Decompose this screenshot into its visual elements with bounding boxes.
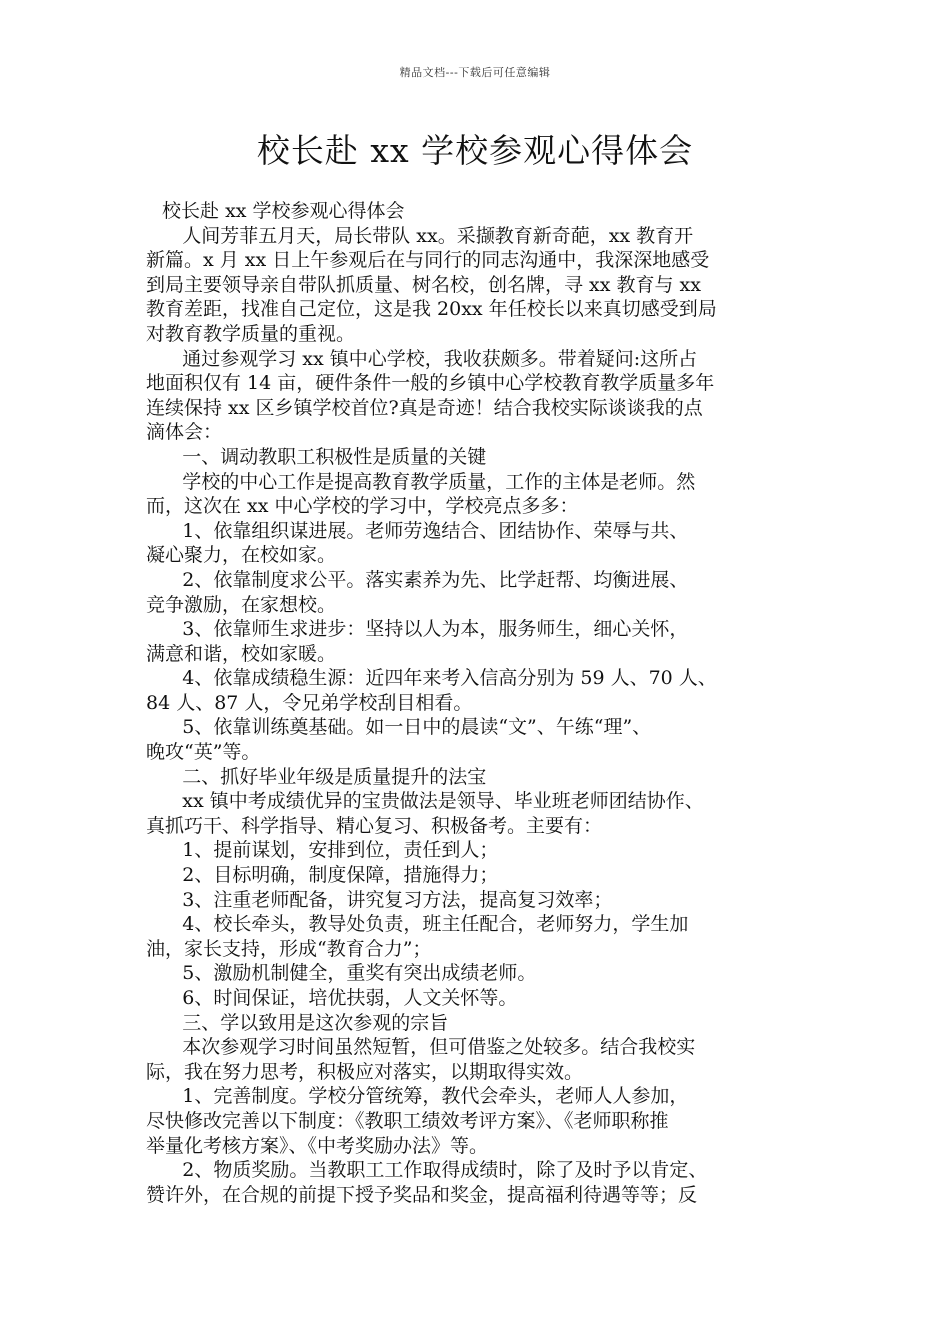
body-text-line: 到局主要领导亲自带队抓质量、树名校，创名牌，寻 xx 教育与 xx [146,273,701,296]
header-note: 精品文档---下载后可任意编辑 [399,66,551,79]
body-text-line: 对教育教学质量的重视。 [146,322,356,345]
body-text-line: 尽快修改完善以下制度：《教职工绩效考评方案》、《老师职称推 [146,1109,669,1132]
body-text-line: 84 人、87 人，令兄弟学校刮目相看。 [146,691,473,714]
body-text-line: 而，这次在 xx 中心学校的学习中，学校亮点多多： [146,495,579,518]
body-text-line: 赞许外，在合规的前提下授予奖品和奖金，提高福利待遇等等；反 [146,1183,698,1206]
body-text-line: 4、校长牵头，教导处负责，班主任配合，老师努力，学生加 [146,913,689,936]
body-text-line: 2、目标明确，制度保障，措施得力； [146,864,499,887]
body-text-line: 一、调动教职工积极性是质量的关键 [146,445,487,468]
body-text-line: 滴体会： [146,421,223,444]
body-text-line: 1、依靠组织谋进展。老师劳逸结合、团结协作、荣辱与共、 [146,519,689,542]
document-body [146,199,826,1207]
body-text-line: 满意和谐，校如家暖。 [146,642,337,665]
body-text-line: 通过参观学习 xx 镇中心学校，我收获颇多。带着疑问:这所占 [146,347,698,370]
body-text-line: 三、学以致用是这次参观的宗旨 [146,1011,449,1034]
body-text-line: 连续保持 xx 区乡镇学校首位?真是奇迹！结合我校实际谈谈我的点 [146,396,703,419]
body-text-line: 晚攻“英”等。 [146,741,261,764]
body-subtitle-line: 校长赴 xx 学校参观心得体会 [156,200,405,222]
body-text-line: 新篇。x 月 xx 日上午参观后在与同行的同志沟通中，我深深地感受 [146,249,710,272]
body-text-line: 2、依靠制度求公平。落实素养为先、比学赶帮、均衡进展、 [146,568,689,591]
body-text-line: 3、依靠师生求进步：坚持以人为本，服务师生，细心关怀， [146,618,689,641]
body-text-line: 际，我在努力思考，积极应对落实，以期取得实效。 [146,1060,584,1083]
body-text-line: 5、依靠训练奠基础。如一日中的晨读“文”、午练“理”、 [146,716,652,739]
body-text-line: xx 镇中考成绩优异的宝贵做法是领导、毕业班老师团结协作、 [146,790,704,813]
body-text-line: 油，家长支持，形成“教育合力”； [146,937,432,960]
body-text-line: 5、激励机制健全，重奖有突出成绩老师。 [146,962,537,985]
body-text-line: 人间芳菲五月天，局长带队 xx。采撷教育新奇葩，xx 教育开 [146,224,694,247]
body-text-line: 真抓巧干、科学指导、精心复习、积极备考。主要有： [146,814,603,837]
document-title: 校长赴 xx 学校参观心得体会 [256,131,694,170]
body-text-line: 4、依靠成绩稳生源：近四年来考入信高分别为 59 人、70 人、 [146,667,717,690]
body-text-line: 地面积仅有 14 亩，硬件条件一般的乡镇中心学校教育教学质量多年 [146,372,715,395]
body-text-line: 凝心聚力，在校如家。 [146,544,337,567]
body-text-line: 6、时间保证，培优扶弱，人文关怀等。 [146,987,518,1009]
body-text-line: 教育差距，找准自己定位，这是我 20xx 年任校长以来真切感受到局 [146,298,717,321]
body-text-line: 1、完善制度。学校分管统筹，教代会牵头，老师人人参加， [146,1085,689,1108]
body-text-line: 1、提前谋划，安排到位，责任到人； [146,839,499,862]
body-text-line: 举量化考核方案》、《中考奖励办法》等。 [146,1134,489,1157]
body-text-line: 本次参观学习时间虽然短暂，但可借鉴之处较多。结合我校实 [146,1036,696,1059]
body-text-line: 2、物质奖励。当教职工工作取得成绩时，除了及时予以肯定、 [146,1159,708,1182]
body-text-line: 竞争激励，在家想校。 [146,593,337,616]
body-text-line: 二、抓好毕业年级是质量提升的法宝 [146,765,487,788]
body-text-line: 学校的中心工作是提高教育教学质量，工作的主体是老师。然 [146,470,696,493]
body-text-line: 3、注重老师配备，讲究复习方法，提高复习效率； [146,888,613,911]
